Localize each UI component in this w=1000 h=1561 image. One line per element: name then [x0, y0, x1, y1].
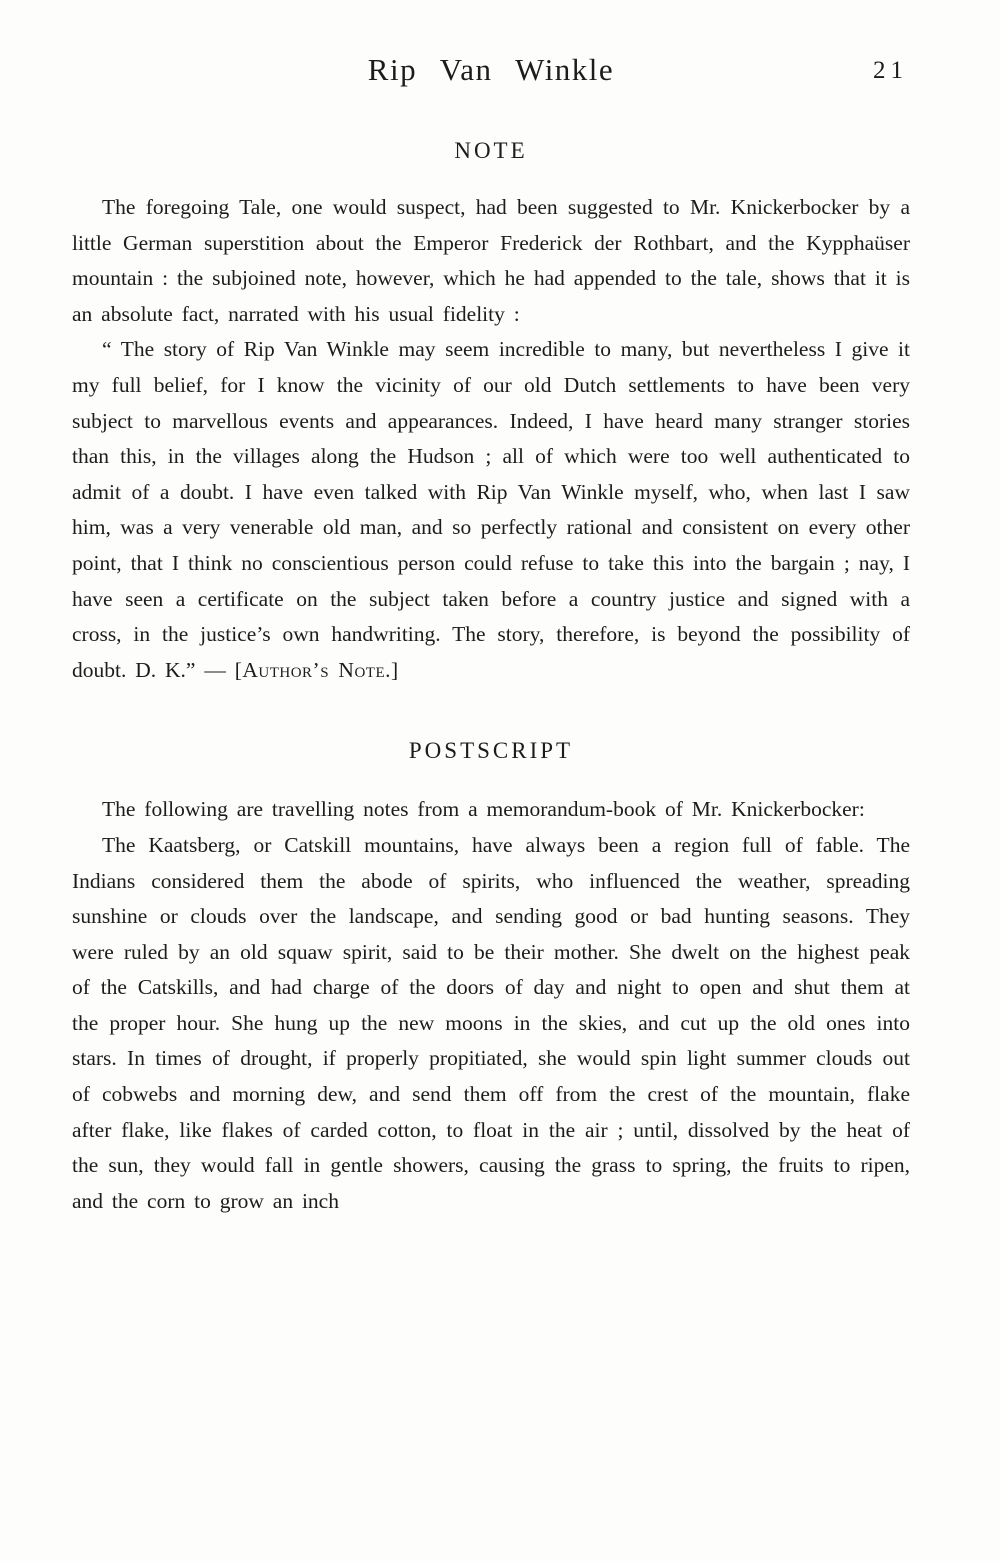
note-paragraph-2-text: “ The story of Rip Van Winkle may seem incredible to many, but nevertheless I give it my full belief, for I know the vicinity of our old Dutch settlements to have been very subject to marvellous events and appearances. Indeed, I have heard many stranger stories than this, in the villages along the Hudson ; all of which were too well authenticated to admit of a doubt. I have even talked with Rip Van Winkle myself, who, when last I saw him, was a very venerable old man, and so perfectly rational and consistent on every other point, that I think no conscientious person could refuse to take this into the bargain ; nay, I have seen a certificate on the subject taken before a country justice and signed with a cross, in the justice’s own handwriting. The story, therefore, is beyond the possibility of doubt. D. K.” — [72, 337, 910, 682]
postscript-heading: POSTSCRIPT [408, 738, 574, 764]
note-section [72, 138, 910, 688]
postscript-paragraph-2: The Kaatsberg, or Catskill mountains, have always been a region full of fable. The Indians considered them the abode of spirits, who influenced the weather, spreading sunshine or clouds over the landscape, and sending good or bad hunting seasons. They were ruled by an old squaw spirit, said to be their mother. She dwelt on the highest peak of the Catskills, and had charge of the doors of day and night to open and shut them at the proper hour. She hung up the new moons in the skies, and cut up the old ones into stars. In times of drought, if properly propitiated, she would spin light summer clouds out of cobwebs and morning dew, and send them off from the crest of the mountain, flake after flake, like flakes of carded cotton, to float in the air ; until, dissolved by the heat of the sun, they would fall in gentle showers, causing the grass to spring, the fruits to ripen, and the corn to grow an inch [72, 832, 910, 1213]
note-paragraph-1: The foregoing Tale, one would suspect, had been suggested to Mr. Knickerbocker by a little German superstition about the Emperor Frederick der Rothbart, and the Kypphaüser mountain : the subjoined note, however, which he had appended to the tale, shows that it is an absolute fact, narrated with his usual fidelity : [72, 195, 910, 326]
postscript-paragraph-1: The following are travelling notes from a memorandum-book of Mr. Knickerbocker: [102, 797, 865, 822]
author-note-attribution: [Author’s Note.] [234, 657, 399, 682]
running-title: Rip Van Winkle [367, 52, 615, 87]
page-header [72, 52, 910, 92]
note-heading: NOTE [454, 138, 528, 163]
postscript-section [72, 738, 910, 1219]
page-number: 21 [873, 57, 908, 84]
note-paragraph-2 [72, 332, 910, 688]
